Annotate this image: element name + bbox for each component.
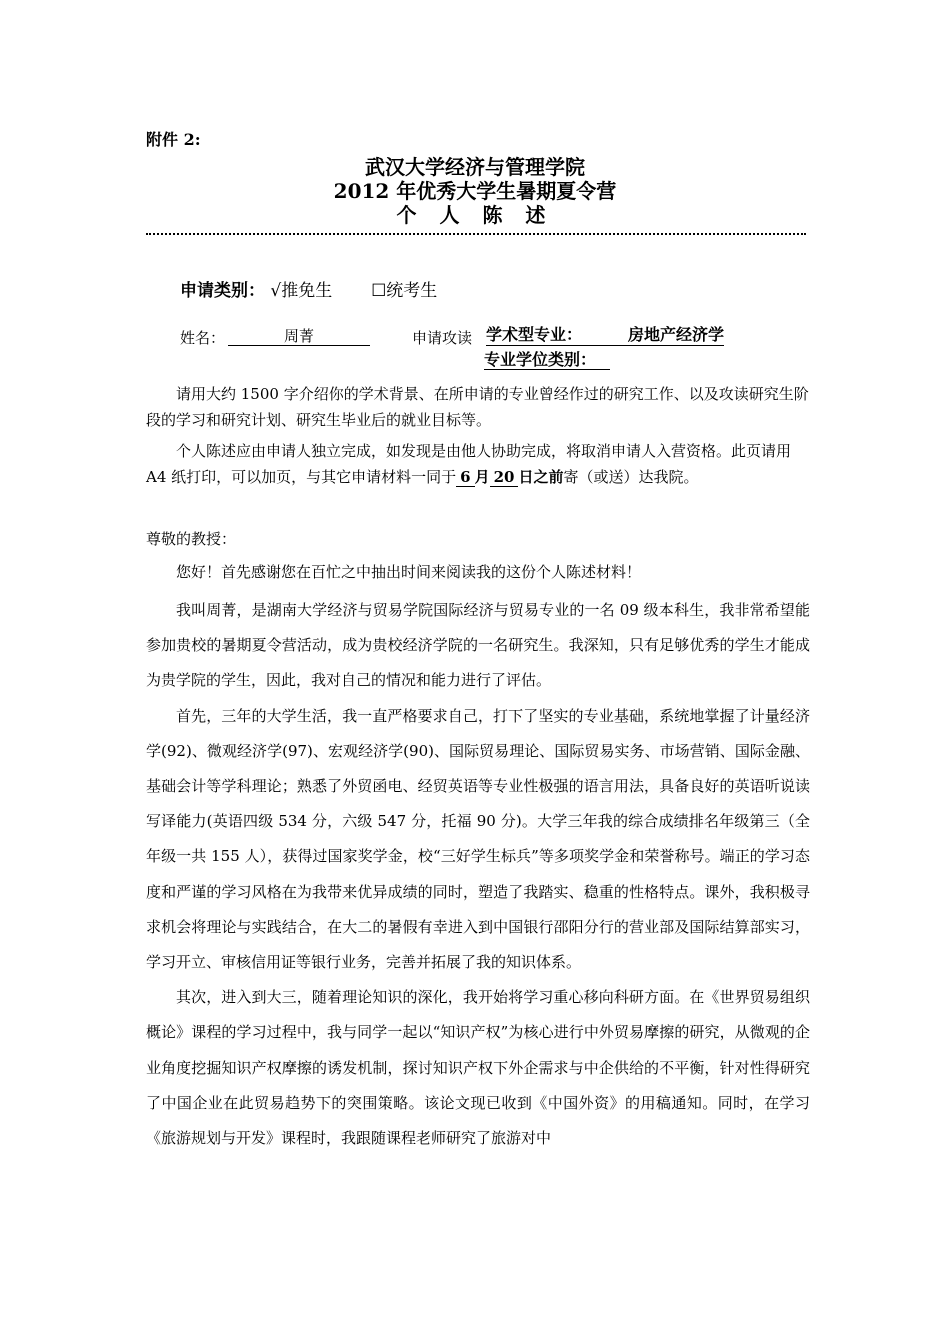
instruction-tail: 寄（或送）达我院。 — [563, 468, 699, 486]
deadline-month: 6 — [456, 468, 474, 487]
body-paragraph-research: 其次，进入到大三，随着理论知识的深化，我开始将学习重心移向科研方面。在《世界贸易组织概论》课程的学习过程中，我与同学一起以“知识产权”为核心进行中外贸易摩擦的研究，从微观的企业角度挖掘知识产权摩擦的诱发机制，探讨知识产权下外企需求与中企供给的不平衡，针对性得研究了中国企业在此贸易趋势下的突围策略。该论文现已收到《中国外资》的用稿通知。同时，在学习《旅游规划与开发》课程时，我跟随课程老师研究了旅游对中 — [146, 988, 810, 1148]
body-paragraph-academics: 首先，三年的大学生活，我一直严格要求自己，打下了坚实的专业基础，系统地掌握了计量经济学(92)、微观经济学(97)、宏观经济学(90)、国际贸易理论、国际贸易实务、市场营销、国际金融、基础会计等学科理论；熟悉了外贸函电、经贸英语等专业性极强的语言用法，具备良好的英语听说读写译能力(英语四级 534 分，六级 547 分，托福 90 分)。大学三年我的综合成绩排名年级第三（全年级一共 155 人），获得过国家奖学金，校“三好学生标兵”等多项奖学金和荣誉称号。端正的学习态度和严谨的学习风格在为我带来优异成绩的同时，塑造了我踏实、稳重的性格特点。课外，我积极寻求机会将理论与实践结合，在大二的暑假有幸进入到中国银行邵阳分行的营业部及国际结算部实习，学习开立、审核信用证等银行业务，完善并拓展了我的知识体系。 — [146, 706, 810, 972]
deadline-suffix: 日之前 — [518, 468, 564, 486]
name-value: 周菁 — [228, 327, 370, 346]
instruction-paragraph-1: 请用大约 1500 字介绍你的学术背景、在所申请的专业曾经作过的研究工作、以及攻读研究生阶段的学习和研究计划、研究生毕业后的就业目标等。 — [146, 385, 809, 429]
instruction-text: 个人陈述应由申请人独立完成，如发现是由他人协助完成，将取消申请人入营资格。此页请用 A4 纸打印，可以加页，与其它申请材料一同于 — [146, 442, 792, 486]
title-statement: 个 人 陈 述 — [396, 203, 554, 227]
attachment-label: 附件 2: — [146, 130, 201, 149]
body-paragraph-intro: 我叫周菁，是湖南大学经济与贸易学院国际经济与贸易专业的一名 09 级本科生，我非常希望能参加贵校的暑期夏令营活动，成为贵校经济学院的一名研究生。我深知，只有足够优秀的学生才能成为贵学院的学生，因此，我对自己的情况和能力进行了评估。 — [146, 601, 810, 690]
letter-hello: 您好！首先感谢您在百忙之中抽出时间来阅读我的这份个人陈述材料！ — [176, 563, 642, 581]
apply-label: 申请攻读 — [412, 329, 473, 347]
academic-major-label: 学术型专业： — [486, 325, 583, 344]
letter-body — [146, 593, 810, 1156]
academic-major — [486, 325, 724, 346]
category-label: 申请类别： — [180, 281, 265, 301]
deadline-month-unit: 月 — [474, 468, 490, 486]
academic-major-field — [486, 325, 724, 346]
professional-degree — [484, 350, 610, 370]
category-option-recommended: √推免生 — [270, 281, 333, 301]
instruction-paragraph-2 — [146, 438, 810, 490]
application-category — [180, 276, 437, 301]
letter-greeting: 尊敬的教授： — [146, 530, 237, 548]
title-institution: 武汉大学经济与管理学院 — [365, 155, 585, 179]
category-option-exam: ☐统考生 — [371, 281, 438, 301]
dotted-divider — [146, 233, 806, 235]
professional-degree-label: 专业学位类别： — [484, 351, 610, 370]
name-label: 姓名： — [180, 329, 226, 347]
deadline-day: 20 — [490, 468, 519, 487]
title-camp: 2012 年优秀大学生暑期夏令营 — [333, 179, 617, 203]
academic-major-value: 房地产经济学 — [628, 325, 725, 344]
